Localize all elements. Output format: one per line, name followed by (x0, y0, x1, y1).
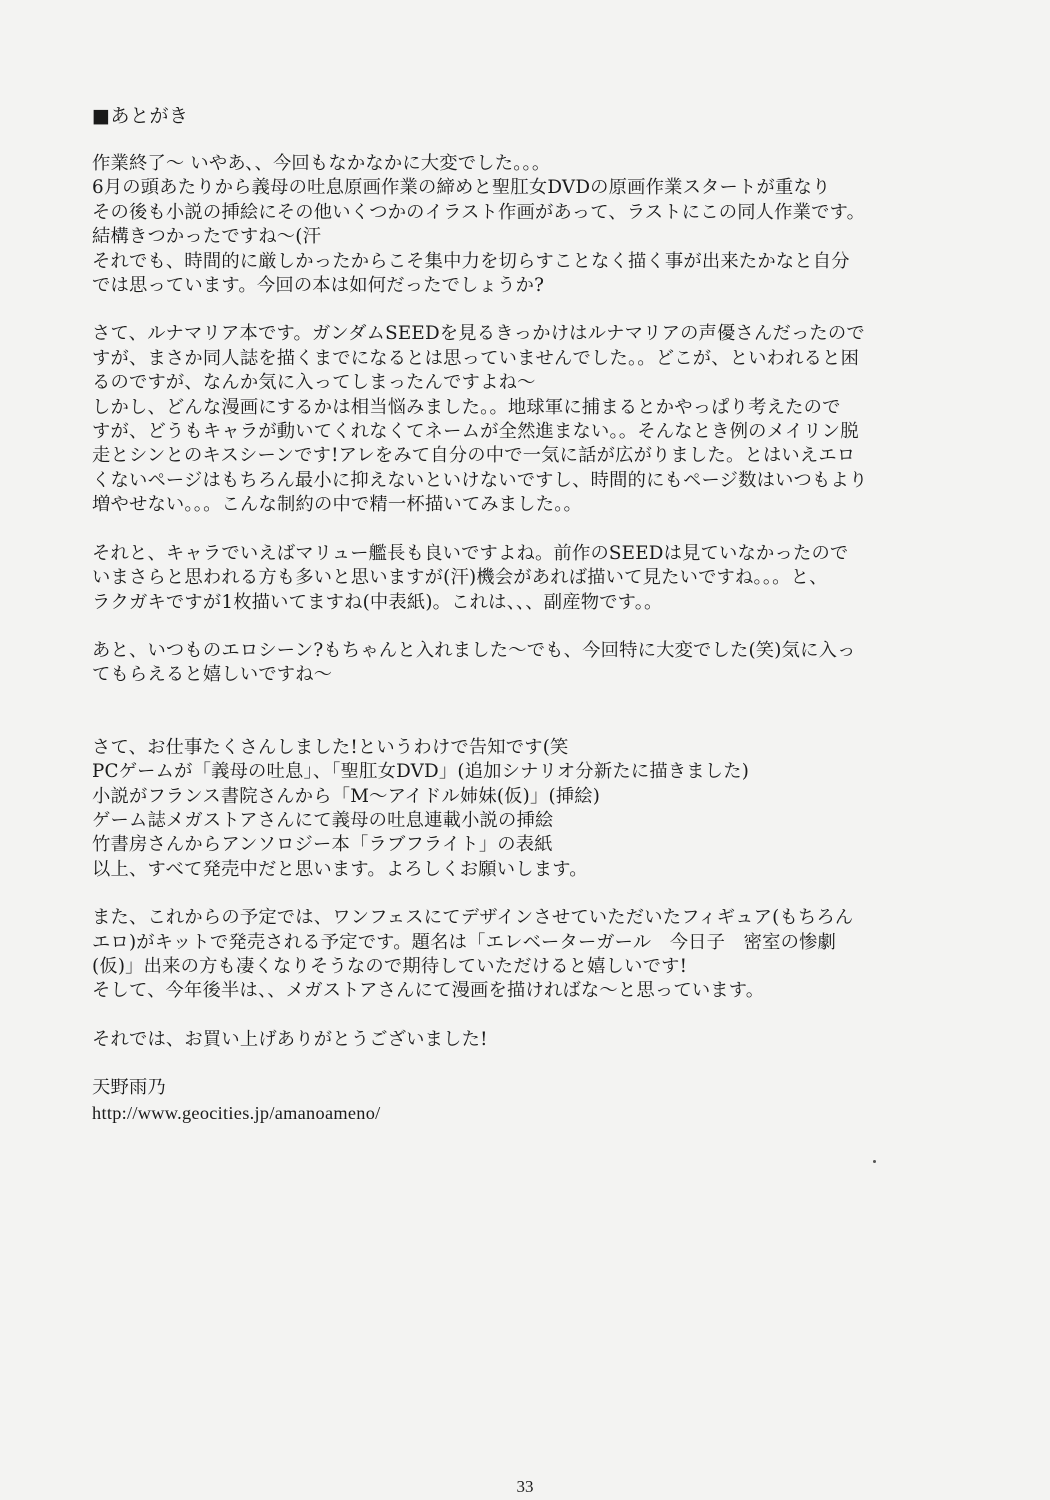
text-line: すが、まさか同人誌を描くまでになるとは思っていませんでした。。どこが、といわれると困 (92, 347, 860, 369)
text-line: では思っています。今回の本は如何だったでしょうか? (92, 275, 545, 297)
text-line: 以上、すべて発売中だと思います。よろしくお願いします。 (92, 858, 588, 880)
text-line: また、これからの予定では、ワンフェスにてデザインさせていただいたフィギュア(もちろん (92, 907, 854, 929)
text-line: すが、どうもキャラが動いてくれなくてネームが全然進まない。。そんなとき例のメイリン脱 (92, 421, 859, 443)
text-line: そして、今年後半は、、メガストアさんにて漫画を描ければな～と思っています。 (92, 980, 765, 1002)
text-line: 走とシンとのキスシーンです!アレをみて自分の中で一気に話が広がりました。とはいえエロ (92, 445, 856, 467)
text-line: しかし、どんな漫画にするかは相当悩みました。。地球軍に捕まるとかやっぱり考えたので (92, 396, 841, 418)
paragraph-scene (92, 639, 972, 688)
text-line: さて、ルナマリア本です。ガンダムSEEDを見るきっかけはルナマリアの声優さんだったので (92, 323, 865, 345)
text-line: (仮)」出来の方も凄くなりそうなので期待していただけると嬉しいです! (92, 955, 688, 977)
text-line: その後も小説の挿絵にその他いくつかのイラスト作画があって、ラストにこの同人作業です。 (92, 201, 866, 223)
text-line: ゲーム誌メガストアさんにて義母の吐息連載小説の挿絵 (92, 809, 554, 831)
text-line: それでは、お買い上げありがとうございました! (92, 1028, 488, 1050)
text-line: さて、お仕事たくさんしました!というわけで告知です(笑 (92, 736, 569, 758)
text-line: 小説がフランス書院さんから「M～アイドル姉妹(仮)」(挿絵) (92, 785, 601, 807)
text-line: あと、いつものエロシーン?もちゃんと入れました～でも、今回特に大変でした(笑)気に入っ (92, 639, 856, 661)
paragraph-announcements (92, 736, 972, 882)
text-line: くないページはもちろん最小に抑えないといけないですし、時間的にもページ数はいつもより (92, 469, 868, 491)
paragraph-finish (92, 152, 972, 298)
paragraph-thanks (92, 1028, 972, 1052)
page-number: 33 (516, 1477, 534, 1496)
text-line: いまさらと思われる方も多いと思いますが(汗)機会があれば描いて見たいですね。。。と、 (92, 567, 828, 589)
print-speck (873, 1160, 876, 1163)
text-line: 増やせない。。。こんな制約の中で精一杯描いてみました。。 (92, 494, 583, 516)
signature-block (92, 1076, 972, 1125)
afterword-heading: ■あとがき (92, 105, 189, 127)
text-line: るのですが、なんか気に入ってしまったんですよね～ (92, 372, 536, 394)
text-line: 竹書房さんからアンソロジー本「ラブフライト」の表紙 (92, 834, 553, 856)
afterword-content (92, 103, 972, 1125)
text-line: それと、キャラでいえばマリュー艦長も良いですよね。前作のSEEDは見ていなかったので (92, 542, 849, 564)
author-name: 天野雨乃 (92, 1077, 166, 1099)
text-line: ラクガキですが1枚描いてますね(中表紙)。これは、、、副産物です。。 (92, 591, 663, 613)
text-line: エロ)がキットで発売される予定です。題名は「エレベーターガール 今日子 密室の惨劇 (92, 931, 837, 953)
paragraph-schedule (92, 906, 972, 1004)
text-line: PCゲームが「義母の吐息」、「聖肛女DVD」(追加シナリオ分新たに描きました) (92, 761, 750, 783)
author-url[interactable]: http://www.geocities.jp/amanoameno/ (92, 1102, 381, 1123)
text-line: 作業終了～ いやあ、、今回もなかなかに大変でした。。。 (92, 153, 551, 174)
text-line: それでも、時間的に厳しかったからこそ集中力を切らすことなく描く事が出来たかなと自分 (92, 250, 850, 272)
text-line: 6月の頭あたりから義母の吐息原画作業の締めと聖肛女DVDの原画作業スタートが重なり (92, 177, 831, 199)
paragraph-lunamaria (92, 322, 972, 517)
text-line: 結構きつかったですね～(汗 (92, 226, 322, 248)
text-line: てもらえると嬉しいですね～ (92, 664, 333, 686)
paragraph-murrue (92, 542, 972, 615)
